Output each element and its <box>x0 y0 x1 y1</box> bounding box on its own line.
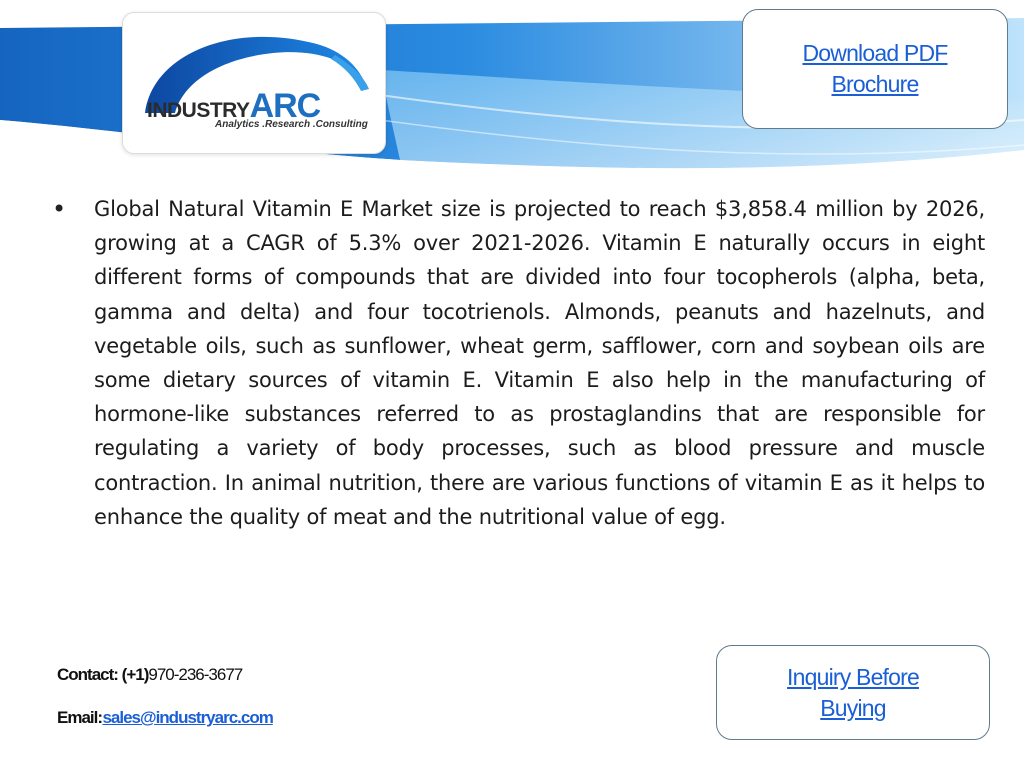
logo-brand-part2: ARC <box>249 87 321 125</box>
inquiry-link-line1: Inquiry Before <box>787 663 919 690</box>
email-link[interactable]: sales@industryarc.com <box>102 708 273 727</box>
download-link-line2: Brochure <box>831 71 919 97</box>
download-link-line1: Download PDF <box>802 40 948 66</box>
download-brochure-box <box>742 9 1008 129</box>
contact-label: Contact: (+1) <box>57 665 149 684</box>
market-description-paragraph: Global Natural Vitamin E Market size is projected to reach $3,858.4 million by 2026, growing at a CAGR of 5.3% over 2021-2026. Vitamin E naturally occurs in eight different forms of compounds that are divided into four tocopherols (alpha, beta, gamma and delta) and four tocotrienols. Almonds, peanuts and hazelnuts, and vegetable oils, such as sunflower, wheat germ, safflower, corn and soybean oils are some dietary sources of vitamin E. Vitamin E also help in the manufacturing of hormone-like substances referred to as prostaglandins that are responsible for regulating a variety of body processes, such as blood pressure and muscle contraction. In animal nutrition, there are various functions of vitamin E as it helps to enhance the quality of meat and the nutritional value of egg. <box>94 197 985 529</box>
inquiry-before-buying-link[interactable] <box>787 662 919 724</box>
logo-wordmark <box>147 89 320 123</box>
inquiry-link-line2: Buying <box>820 694 886 721</box>
company-logo <box>122 12 386 154</box>
contact-number: 970-236-3677 <box>148 665 243 684</box>
main-content <box>52 192 985 534</box>
logo-tagline: Analytics .Research .Consulting <box>215 119 368 130</box>
contact-email <box>57 708 273 728</box>
inquiry-box <box>716 645 990 740</box>
bullet-marker: • <box>52 195 67 223</box>
email-label: Email: <box>57 708 103 727</box>
logo-arc-icon <box>123 13 385 153</box>
contact-phone <box>57 665 242 685</box>
logo-brand-part1: INDUSTRY <box>147 99 250 122</box>
download-pdf-brochure-link[interactable] <box>802 38 947 100</box>
